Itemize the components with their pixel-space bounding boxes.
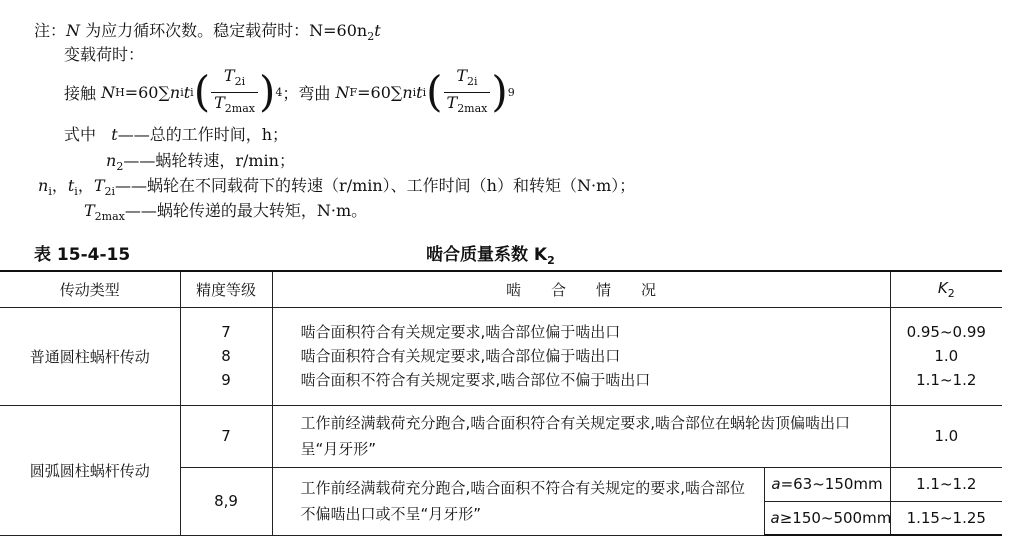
note-prefix: 注：	[34, 21, 67, 40]
exponent-contact: 4	[275, 85, 283, 99]
grade-cell: 7	[180, 405, 272, 467]
formula-variable-load: 接触 N H =60∑ n i t i ( $\frac{T_{2i}}{T_{2max}}$ ) 4 ； 弯曲 N F =60∑ n i t i ( $\frac{T_{2i}}{T_{2max}}$ ) 9	[64, 62, 515, 122]
def-t2max: $T_{2max}——$蜗轮传递的最大转矩，N·m。	[84, 201, 368, 223]
var-N: N	[66, 21, 81, 40]
grade-cell: 8,9	[180, 467, 272, 535]
bend-label: 弯曲	[298, 83, 331, 103]
def-multi: $n_i$，$t_i$，$T_{2i}——$蜗轮在不同载荷下的转速（r/min）、工作时间（h）和转矩（N·m）；	[38, 176, 636, 198]
contact-label: 接触	[64, 83, 97, 103]
grade-cell: 7 8 9	[180, 307, 272, 405]
header-condition: 啮 合 情 况	[272, 271, 890, 307]
header-grade: 精度等级	[180, 271, 272, 307]
note-line-1: 注：N 为应力循环次数。稳定载荷时：$N=60n_2t$	[34, 21, 381, 43]
header-type: 传动类型	[0, 271, 180, 307]
condition-cell: 啮合面积符合有关规定要求,啮合部位偏于啮出口 啮合面积符合有关规定要求,啮合部位偏于啮出口 啮合面积不符合有关规定要求,啮合部位不偏于啮出口	[272, 307, 890, 405]
formula-steady: N=60n	[309, 21, 368, 40]
def-t: 式中 t——总的工作时间，h；	[64, 125, 289, 144]
coefficient-table	[0, 270, 1002, 536]
header-k2: $K_2$	[890, 271, 1002, 307]
table-header-row	[0, 271, 1002, 307]
sub-condition-b: a≥150~500mm	[764, 501, 890, 535]
k-cell: 1.0	[890, 405, 1002, 467]
condition-cell: 工作前经满载荷充分跑合,啮合面积不符合有关规定的要求,啮合部位不偏啮出口或不呈“月牙形”	[272, 467, 764, 535]
sub-condition-a: a=63~150mm	[764, 467, 890, 501]
fraction-contact: $\frac{T_{2i}}{T_{2max}}$	[211, 66, 258, 119]
type-cell: 普通圆柱蜗杆传动	[0, 307, 180, 405]
condition-cell: 工作前经满载荷充分跑合,啮合面积符合有关规定要求,啮合部位在蜗轮齿顶偏啮出口呈“月牙形”	[272, 405, 890, 467]
k-cell: 0.95~0.99 1.0 1.1~1.2	[890, 307, 1002, 405]
note-text: 为应力循环次数。稳定载荷时：	[85, 21, 310, 40]
def-n2: $n_2——$蜗轮转速，r/min；	[106, 151, 295, 173]
table-title: 啮合质量系数 $K_2$	[426, 245, 555, 267]
fraction-bend: $\frac{T_{2i}}{T_{2max}}$	[444, 66, 491, 119]
note-line-2: 变载荷时：	[64, 45, 145, 64]
table-number: 表 15-4-15	[34, 245, 131, 265]
type-cell: 圆弧圆柱蜗杆传动	[0, 405, 180, 535]
k-cell: 1.1~1.2	[890, 467, 1002, 501]
k-cell: 1.15~1.25	[890, 501, 1002, 535]
table-row	[0, 307, 1002, 405]
exponent-bend: 9	[507, 85, 515, 99]
table-row	[0, 405, 1002, 467]
